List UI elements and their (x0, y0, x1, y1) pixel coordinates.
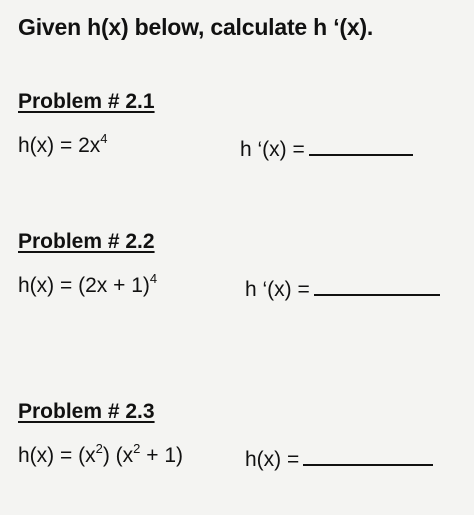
problem-2-1 (18, 90, 468, 180)
expr-text: h(x) = (2x + 1) (18, 274, 150, 297)
expr-text: + 1) (140, 444, 183, 467)
answer-field[interactable] (245, 274, 440, 302)
expr-text: h(x) = 2x (18, 134, 101, 157)
expr-text: ) (x (102, 444, 134, 467)
answer-blank-line[interactable] (303, 444, 433, 466)
worksheet-title: Given h(x) below, calculate h ‘(x). (18, 14, 374, 40)
function-expression (18, 131, 108, 158)
problem-2-3 (18, 400, 468, 490)
exponent: 4 (100, 131, 108, 146)
problem-2-2 (18, 230, 468, 320)
answer-blank-line[interactable] (309, 134, 413, 156)
answer-field[interactable] (240, 134, 413, 162)
answer-field[interactable] (245, 444, 433, 472)
problem-heading: Problem # 2.2 (18, 230, 155, 253)
problem-heading: Problem # 2.1 (18, 90, 155, 113)
problem-heading: Problem # 2.3 (18, 400, 155, 423)
function-expression (18, 271, 158, 298)
expr-text: h(x) = (x (18, 444, 96, 467)
answer-label: h ‘(x) = (245, 278, 310, 301)
exponent: 4 (149, 271, 158, 286)
answer-label: h ‘(x) = (240, 138, 305, 161)
function-expression (18, 441, 183, 468)
answer-blank-line[interactable] (314, 274, 440, 296)
exponent: 2 (95, 441, 103, 456)
answer-label: h(x) = (245, 448, 300, 471)
exponent: 2 (133, 441, 141, 456)
